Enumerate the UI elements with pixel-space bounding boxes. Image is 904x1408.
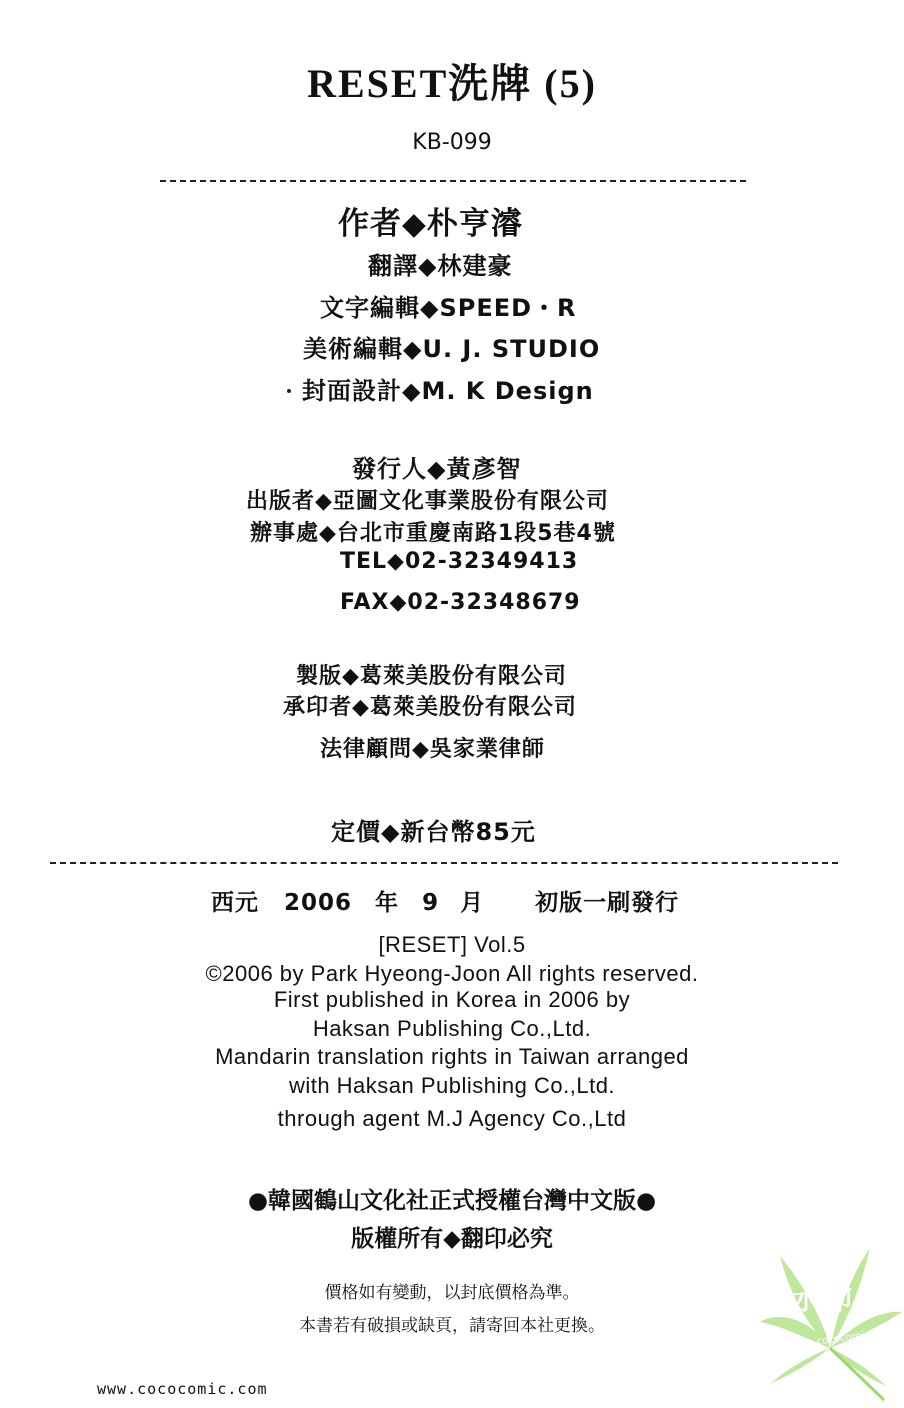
copyright-line: ©2006 by Park Hyeong-Joon All rights reserved. xyxy=(205,961,699,986)
copyright-line: First published in Korea in 2006 by xyxy=(273,987,631,1012)
copyright-line: with Haksan Publishing Co.,Ltd. xyxy=(288,1073,616,1098)
copyright-line: [RESET] Vol.5 xyxy=(378,932,526,957)
edition-note: 初版一刷發行 xyxy=(535,890,680,916)
price-change-note: 價格如有變動，以封底價格為準。 xyxy=(324,1283,580,1303)
legal-advisor-line: 法律顧問◆吳家業律師 xyxy=(320,737,545,762)
translator-credit: 翻譯◆林建豪 xyxy=(368,252,513,280)
watermark-subtext: Scan by cococomic xyxy=(773,1329,871,1354)
office-address-line: 辦事處◆台北市重慶南路1段5巷4號 xyxy=(250,521,616,546)
fax-line: FAX◆02-32348679 xyxy=(340,590,581,615)
price-line: 定價◆新台幣85元 xyxy=(331,818,536,846)
edition-era: 西元 xyxy=(211,890,259,916)
top-divider xyxy=(160,180,746,182)
telephone-line: TEL◆02-32349413 xyxy=(340,549,579,574)
text-editor-credit: 文字編輯◆SPEED・R xyxy=(320,294,577,322)
copyright-line: Haksan Publishing Co.,Ltd. xyxy=(312,1016,592,1041)
printer-line: 承印者◆葛萊美股份有限公司 xyxy=(283,695,577,720)
copyright-line: Mandarin translation rights in Taiwan arranged xyxy=(215,1044,689,1069)
cover-design-credit: 封面設計◆M. K Design xyxy=(302,377,594,405)
product-code: KB-099 xyxy=(412,130,492,155)
authorization-statement: ●韓國鶴山文化社正式授權台灣中文版● xyxy=(247,1188,657,1214)
art-editor-credit: 美術編輯◆U. J. STUDIO xyxy=(303,335,601,363)
stray-dot xyxy=(287,389,291,393)
watermark-text: 水印 xyxy=(792,1283,857,1316)
edition-line xyxy=(211,884,679,917)
publisher-line: 出版者◆亞圖文化事業股份有限公司 xyxy=(246,489,609,514)
book-title: RESET洗牌 (5) xyxy=(307,61,597,106)
leaf-watermark-icon xyxy=(752,1240,904,1404)
rights-reserved-statement: 版權所有◆翻印必究 xyxy=(351,1226,553,1252)
edition-year: 2006 xyxy=(284,890,353,916)
copyright-line: through agent M.J Agency Co.,Ltd xyxy=(277,1106,627,1131)
footer-url: www.cococomic.com xyxy=(97,1380,268,1398)
edition-month: 9 xyxy=(422,890,440,916)
edition-year-unit: 年 xyxy=(375,890,400,916)
author-credit: 作者◆朴亨濬 xyxy=(338,206,523,242)
bottom-divider xyxy=(50,862,838,864)
damage-return-note: 本書若有破損或缺頁，請寄回本社更換。 xyxy=(299,1316,605,1336)
plate-making-line: 製版◆葛萊美股份有限公司 xyxy=(296,664,567,689)
issuer-line: 發行人◆黃彥智 xyxy=(352,455,522,483)
edition-month-unit: 月 xyxy=(460,890,485,916)
